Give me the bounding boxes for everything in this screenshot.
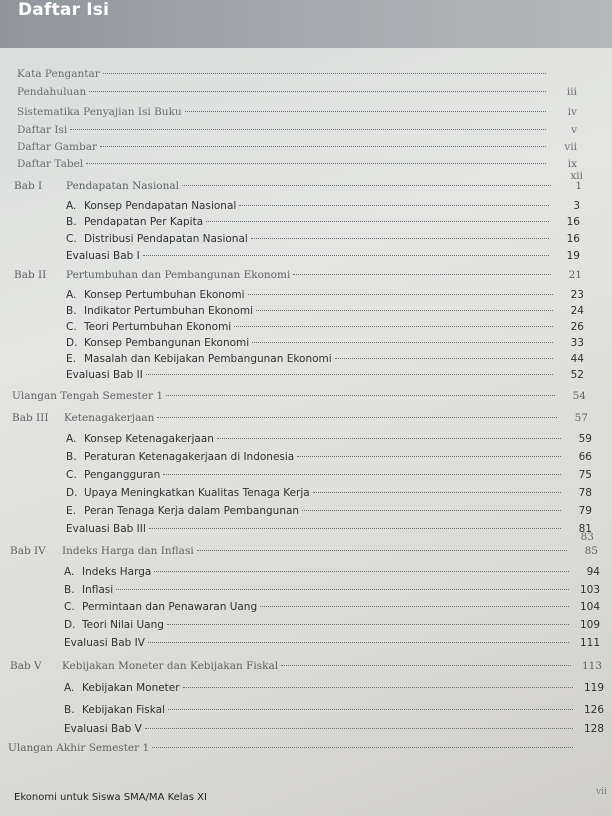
entry-page: xii [570,170,583,182]
entry-label: Konsep Ketenagakerjaan [84,433,214,445]
chapter-number: Bab II [14,269,47,281]
entry-page: 111 [579,637,600,649]
entry-label: Teori Pertumbuhan Ekonomi [84,321,232,333]
section-entry [64,601,600,613]
entry-label: Distribusi Pendapatan Nasional [84,233,248,245]
entry-page: iii [566,86,577,98]
chapter-number: Bab V [10,660,42,672]
section-letter: A. [66,433,77,445]
entry-page: 54 [572,390,586,402]
entry-label: Konsep Pertumbuhan Ekonomi [84,289,245,301]
entry-label: Kebijakan Moneter dan Kebijakan Fiskal [62,660,279,672]
dot-leader [281,665,571,666]
entry-label: Kata Pengantar [17,68,100,80]
evaluation-entry [66,369,584,381]
chapter-number: Bab IV [10,545,46,557]
entry-page: 75 [578,469,592,481]
entry-page: iv [567,106,577,118]
section-entry [66,216,580,228]
entry-label: Indeks Harga dan Inflasi [62,545,194,557]
entry-page: 104 [579,601,600,613]
entry-label: Teori Nilai Uang [82,619,164,631]
dot-leader [251,238,549,239]
evaluation-entry [64,637,600,649]
entry-label: Kebijakan Fiskal [82,704,165,716]
section-letter: C. [66,469,77,481]
entry-label: Peran Tenaga Kerja dalam Pembangunan [84,505,300,517]
chapter-entry [14,269,582,281]
entry-label: Daftar Gambar [17,141,98,153]
section-entry [64,619,600,631]
section-entry [66,233,580,245]
entry-page: 119 [583,682,604,694]
entry-label: Evaluasi Bab II [66,369,143,381]
section-entry [64,566,600,578]
dot-leader [163,474,561,475]
entry-page: 52 [570,369,584,381]
exam-entry [12,390,586,402]
entry-page: 66 [578,451,592,463]
entry-label: Inflasi [82,584,114,596]
section-letter: C. [64,601,75,613]
section-letter: D. [66,337,78,349]
toc-entry [17,141,577,153]
dot-leader [168,709,573,710]
entry-page: 94 [586,566,600,578]
section-entry [66,289,584,301]
entry-page: 85 [584,545,598,557]
section-entry [64,584,600,596]
dot-leader [86,163,546,164]
chapter-entry [10,660,602,672]
dot-leader [313,492,561,493]
entry-page: 16 [566,233,580,245]
entry-page: 19 [566,250,580,262]
section-letter: A. [64,566,75,578]
section-entry [64,704,604,716]
entry-page: 21 [568,269,582,281]
entry-page: 109 [579,619,600,631]
dot-leader [100,146,546,147]
entry-label: Ulangan Tengah Semester 1 [12,390,163,402]
entry-label: Pertumbuhan dan Pembangunan Ekonomi [66,269,291,281]
entry-label: Kebijakan Moneter [82,682,180,694]
entry-label: Upaya Meningkatkan Kualitas Tenaga Kerja [84,487,310,499]
entry-page: 81 [578,523,592,535]
entry-label: Masalah dan Kebijakan Pembangunan Ekonomi [84,353,332,365]
entry-label: Evaluasi Bab IV [64,637,145,649]
toc-entry [17,124,577,136]
dot-leader [149,528,561,529]
section-entry [66,451,592,463]
section-letter: B. [66,216,77,228]
chapter-entry [14,180,582,192]
section-letter: B. [64,704,75,716]
entry-label: Pendapatan Nasional [66,180,180,192]
evaluation-entry [66,250,580,262]
entry-page: 78 [578,487,592,499]
entry-page: 103 [579,584,600,596]
section-entry [64,682,604,694]
entry-page: 128 [583,723,604,735]
entry-page: 79 [578,505,592,517]
dot-leader [70,129,546,130]
entry-page: 44 [570,353,584,365]
section-letter: A. [66,200,77,212]
chapter-entry [10,545,598,557]
entry-page: ix [567,158,577,170]
section-letter: D. [64,619,76,631]
dot-leader [143,255,549,256]
dot-leader [197,550,567,551]
dot-leader [248,294,554,295]
dot-leader [217,438,561,439]
section-letter: B. [66,305,77,317]
section-letter: B. [64,584,75,596]
entry-page: 3 [573,200,580,212]
dot-leader [148,642,569,643]
section-letter: C. [66,321,77,333]
chapter-number: Bab III [12,412,49,424]
entry-label: Pendahuluan [17,86,87,98]
dot-leader [154,571,569,572]
dot-leader [166,395,555,396]
page-folio: vii [596,787,607,797]
entry-page: 83 [580,531,594,543]
dot-leader [116,589,569,590]
entry-label: Konsep Pembangunan Ekonomi [84,337,250,349]
entry-label: Konsep Pendapatan Nasional [84,200,237,212]
dot-leader [252,342,553,343]
entry-label: Peraturan Ketenagakerjaan di Indonesia [84,451,295,463]
dot-leader [145,728,573,729]
dot-leader [293,274,551,275]
entry-label: Indeks Harga [82,566,152,578]
entry-label: Daftar Tabel [17,158,84,170]
dot-leader [182,185,551,186]
section-entry [66,353,584,365]
page-footer: Ekonomi untuk Siswa SMA/MA Kelas XI [14,792,207,803]
entry-label: Permintaan dan Penawaran Uang [82,601,258,613]
chapter-entry [12,412,588,424]
entry-page: 1 [575,180,582,192]
entry-page: v [571,124,577,136]
dot-leader [89,91,546,92]
section-entry [66,305,584,317]
dot-leader [152,747,573,748]
page-title: Daftar Isi [18,0,110,20]
section-letter: A. [66,289,77,301]
dot-leader [185,111,546,112]
entry-label: Indikator Pertumbuhan Ekonomi [84,305,253,317]
exam-entry [8,742,604,754]
dot-leader [167,624,569,625]
dot-leader [239,205,549,206]
dot-leader [103,73,546,74]
entry-page: vii [564,141,577,153]
entry-page: 113 [581,660,602,672]
entry-page: 33 [570,337,584,349]
section-entry [66,469,592,481]
dot-leader [146,374,553,375]
toc-entry [17,158,577,170]
dot-leader [206,221,549,222]
section-letter: A. [64,682,75,694]
section-letter: E. [66,353,76,365]
dot-leader [183,687,573,688]
entry-label: Ketenagakerjaan [64,412,155,424]
section-letter: E. [66,505,76,517]
entry-label: Daftar Isi [17,124,68,136]
section-entry [66,321,584,333]
section-entry [66,487,592,499]
section-entry [66,433,592,445]
toc-entry [17,68,577,80]
chapter-number: Bab I [14,180,43,192]
entry-label: Evaluasi Bab V [64,723,142,735]
section-letter: D. [66,487,78,499]
entry-label: Pendapatan Per Kapita [84,216,204,228]
entry-label: Pengangguran [84,469,161,481]
entry-page: 24 [570,305,584,317]
entry-page: 16 [566,216,580,228]
evaluation-entry [64,723,604,735]
dot-leader [335,358,553,359]
entry-page: 59 [578,433,592,445]
dot-leader [256,310,553,311]
dot-leader [302,510,561,511]
dot-leader [157,417,557,418]
section-entry [66,200,580,212]
toc-entry [17,106,577,118]
section-entry [66,337,584,349]
section-letter: C. [66,233,77,245]
entry-page: 26 [570,321,584,333]
entry-label: Sistematika Penyajian Isi Buku [17,106,182,118]
section-letter: B. [66,451,77,463]
toc-entry [566,531,594,543]
entry-label: Evaluasi Bab I [66,250,140,262]
dot-leader [260,606,569,607]
toc-entry [17,86,577,98]
entry-page: 126 [583,704,604,716]
entry-label: Evaluasi Bab III [66,523,146,535]
entry-page: 23 [570,289,584,301]
entry-label: Ulangan Akhir Semester 1 [8,742,150,754]
entry-page: 57 [574,412,588,424]
evaluation-entry [66,523,592,535]
dot-leader [234,326,553,327]
dot-leader [297,456,561,457]
section-entry [66,505,592,517]
